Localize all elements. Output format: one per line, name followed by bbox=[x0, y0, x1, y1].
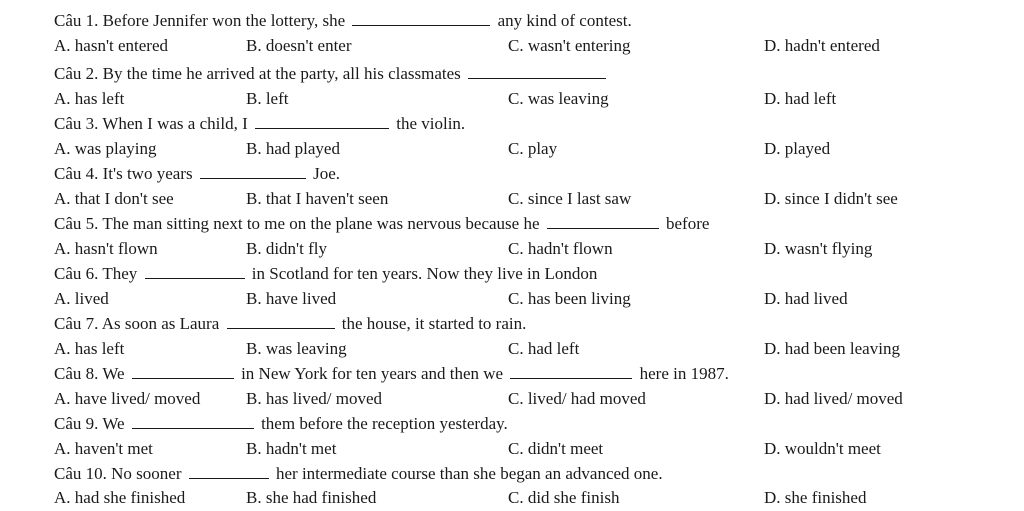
answer-blank[interactable] bbox=[352, 10, 490, 26]
option-d[interactable]: D. had lived bbox=[764, 289, 848, 308]
question-text: in Scotland for ten years. Now they live in London bbox=[251, 264, 598, 283]
option-d[interactable]: D. played bbox=[764, 139, 831, 158]
options-1 bbox=[0, 33, 1024, 58]
question-6 bbox=[0, 261, 1024, 286]
option-a[interactable]: A. haven't met bbox=[54, 439, 153, 458]
question-label: Câu 10. bbox=[54, 464, 107, 483]
question-text: They bbox=[102, 264, 138, 283]
question-text: We bbox=[102, 364, 125, 383]
question-3 bbox=[0, 111, 1024, 136]
option-b[interactable]: B. hadn't met bbox=[246, 439, 337, 458]
answer-blank-2[interactable] bbox=[510, 363, 632, 379]
options-2 bbox=[0, 86, 1024, 111]
option-c[interactable]: C. play bbox=[508, 139, 558, 158]
option-b[interactable]: B. have lived bbox=[246, 289, 337, 308]
option-b[interactable]: B. had played bbox=[246, 139, 340, 158]
question-7 bbox=[0, 311, 1024, 336]
question-2 bbox=[0, 61, 1024, 86]
options-4 bbox=[0, 186, 1024, 211]
answer-blank[interactable] bbox=[200, 163, 306, 179]
answer-blank[interactable] bbox=[227, 313, 335, 329]
answer-blank[interactable] bbox=[132, 363, 234, 379]
option-d[interactable]: D. since I didn't see bbox=[764, 189, 898, 208]
question-text: her intermediate course than she began an advanced one. bbox=[276, 464, 663, 483]
option-a[interactable]: A. hasn't entered bbox=[54, 36, 168, 55]
option-b[interactable]: B. was leaving bbox=[246, 339, 347, 358]
answer-blank[interactable] bbox=[468, 63, 606, 79]
options-10 bbox=[0, 485, 1024, 510]
option-c[interactable]: C. was leaving bbox=[508, 89, 609, 108]
option-a[interactable]: A. lived bbox=[54, 289, 109, 308]
option-d[interactable]: D. had lived/ moved bbox=[764, 389, 903, 408]
question-10 bbox=[0, 461, 1024, 486]
question-label: Câu 8. bbox=[54, 364, 99, 383]
options-8 bbox=[0, 386, 1024, 411]
question-text: Joe. bbox=[313, 164, 340, 183]
answer-blank[interactable] bbox=[189, 463, 269, 479]
option-a[interactable]: A. had she finished bbox=[54, 488, 186, 507]
question-label: Câu 7. bbox=[54, 314, 99, 333]
question-text: When I was a child, I bbox=[102, 114, 248, 133]
question-text: By the time he arrived at the party, all his classmates bbox=[102, 64, 461, 83]
option-a[interactable]: A. has left bbox=[54, 339, 125, 358]
option-c[interactable]: C. since I last saw bbox=[508, 189, 632, 208]
option-c[interactable]: C. wasn't entering bbox=[508, 36, 631, 55]
question-text: Before Jennifer won the lottery, she bbox=[102, 11, 346, 30]
answer-blank[interactable] bbox=[145, 263, 245, 279]
question-label: Câu 9. bbox=[54, 414, 99, 433]
question-text: any kind of contest. bbox=[497, 11, 632, 30]
question-label: Câu 3. bbox=[54, 114, 99, 133]
options-3 bbox=[0, 136, 1024, 161]
question-text: We bbox=[102, 414, 125, 433]
option-d[interactable]: D. hadn't entered bbox=[764, 36, 880, 55]
option-c[interactable]: C. didn't meet bbox=[508, 439, 604, 458]
question-label: Câu 2. bbox=[54, 64, 99, 83]
options-6 bbox=[0, 286, 1024, 311]
question-text: here in 1987. bbox=[639, 364, 729, 383]
question-text: The man sitting next to me on the plane was nervous because he bbox=[102, 214, 540, 233]
question-text: As soon as Laura bbox=[101, 314, 220, 333]
option-a[interactable]: A. was playing bbox=[54, 139, 157, 158]
answer-blank[interactable] bbox=[132, 413, 254, 429]
question-9 bbox=[0, 411, 1024, 436]
option-a[interactable]: A. has left bbox=[54, 89, 125, 108]
question-text: in New York for ten years and then we bbox=[241, 364, 504, 383]
question-4 bbox=[0, 161, 1024, 186]
answer-blank[interactable] bbox=[255, 113, 389, 129]
question-text: them before the reception yesterday. bbox=[261, 414, 508, 433]
option-c[interactable]: C. hadn't flown bbox=[508, 239, 613, 258]
option-d[interactable]: D. had been leaving bbox=[764, 339, 900, 358]
question-text: the house, it started to rain. bbox=[341, 314, 527, 333]
question-text: No sooner bbox=[111, 464, 182, 483]
options-9 bbox=[0, 436, 1024, 461]
option-b[interactable]: B. she had finished bbox=[246, 488, 377, 507]
option-b[interactable]: B. has lived/ moved bbox=[246, 389, 382, 408]
question-text: before bbox=[666, 214, 710, 233]
option-d[interactable]: D. wasn't flying bbox=[764, 239, 873, 258]
option-d[interactable]: D. she finished bbox=[764, 488, 867, 507]
question-5 bbox=[0, 211, 1024, 236]
question-text: It's two years bbox=[102, 164, 193, 183]
option-a[interactable]: A. hasn't flown bbox=[54, 239, 158, 258]
question-label: Câu 4. bbox=[54, 164, 99, 183]
question-label: Câu 6. bbox=[54, 264, 99, 283]
option-c[interactable]: C. has been living bbox=[508, 289, 631, 308]
question-text: the violin. bbox=[396, 114, 466, 133]
question-label: Câu 1. bbox=[54, 11, 99, 30]
option-a[interactable]: A. have lived/ moved bbox=[54, 389, 201, 408]
option-a[interactable]: A. that I don't see bbox=[54, 189, 174, 208]
question-label: Câu 5. bbox=[54, 214, 99, 233]
option-d[interactable]: D. wouldn't meet bbox=[764, 439, 881, 458]
question-8 bbox=[0, 361, 1024, 386]
options-5 bbox=[0, 236, 1024, 261]
options-7 bbox=[0, 336, 1024, 361]
option-b[interactable]: B. that I haven't seen bbox=[246, 189, 389, 208]
option-d[interactable]: D. had left bbox=[764, 89, 837, 108]
question-1 bbox=[0, 8, 1024, 33]
option-c[interactable]: C. had left bbox=[508, 339, 580, 358]
option-c[interactable]: C. did she finish bbox=[508, 488, 620, 507]
option-b[interactable]: B. didn't fly bbox=[246, 239, 327, 258]
option-b[interactable]: B. doesn't enter bbox=[246, 36, 352, 55]
option-c[interactable]: C. lived/ had moved bbox=[508, 389, 646, 408]
option-b[interactable]: B. left bbox=[246, 89, 289, 108]
answer-blank[interactable] bbox=[547, 213, 659, 229]
